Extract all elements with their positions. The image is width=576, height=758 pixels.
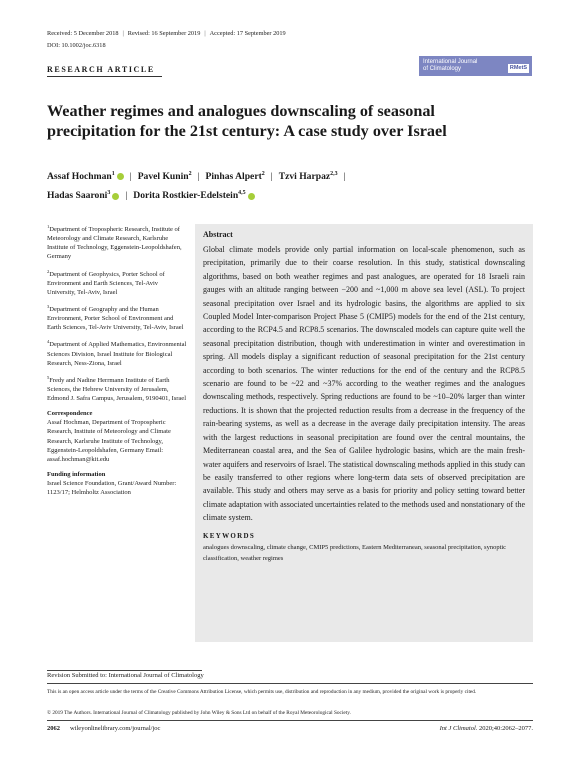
copyright-text: © 2019 The Authors. International Journal of Climatology published by John Wiley & Sons Ltd on behalf of the Royal Meteorological Society. (47, 710, 351, 716)
keywords-text: analogues downscaling, climate change, CMIP5 predictions, Eastern Mediterranean, seasonal precipitation, synoptic classification, weather regimes (203, 543, 507, 562)
history-separator: | (204, 30, 206, 37)
abstract-text: Global climate models provide only partial information on local-scale phenomenon, such as precipitation, primarily due to their coarse resolution. In this study, statistical downscaling algorithms, based on both weather regimes and past analogues, are operated for 18 Israeli rain gauges with an altitude ranging between −200 and ~1,000 m above sea level (ASL). To project seasonal precipitation over Israel and its hydrologic basins, the algorithms are applied to six Coupled Model Inter-comparison Project Phase 5 (CMIP5) models for the end of the 21st century, according to the RCP4.5 and RCP8.5 scenarios. The downscaled models can capture quite well the seasonal precipitation distribution, though with underestimation in winter and overestimation in spring. All models display a significant reduction of seasonal precipitation for the 21st century according to both scenarios. The winter reductions for the end of the century and the RCP8.5 scenario are found to be ~22 and ~37% according to the weather regimes and the analogues downscaling methods, respectively. Spring reductions are found to be ~10–20% larger than winter reductions. It is shown that the projected reduction results from a decrease in the frequency of the rain-bearing systems, as well as a decrease in the average daily precipitation intensity. The areas with the largest reductions in seasonal precipitation are found over the central mountains, the Mediterranean coastal area, and the Sea of Galilee hydrologic basins, which are the main fresh-water aquifers and reservoirs of Israel. The statistical downscaling methods applied in this study can be easily transferred to other regions where long-term data sets of observed precipitation are available. This study and others may serve as a basis for priority and policy setting toward better climate adaptation with associated uncertainties related to the methods used and nonstationary of the climate system. (203, 245, 525, 523)
license-rule (47, 683, 533, 684)
affiliation: $^4$Department of Applied Mathematics, Environmental Sciences Division, Israel Institute for Biological Research, Ness-Ziona, Israel (47, 339, 187, 367)
abstract-box (195, 224, 533, 642)
affiliation: $^1$Department of Tropospheric Research, Institute of Meteorology and Climate Research, Karlsruhe Institute of Technology, Eggenstein-Leopoldshafen, Germany (47, 224, 182, 261)
journal-badge-line1: International Journal (423, 59, 478, 65)
journal-website-link[interactable]: wileyonlinelibrary.com/journal/joc (70, 725, 161, 732)
article-type: RESEARCH ARTICLE (47, 65, 155, 74)
license-text: This is an open access article under the terms of the Creative Commons Attribution License, which permits use, distribution and reproduction in any medium, provided the original work is properly cited. (47, 689, 477, 695)
author-separator: | (197, 171, 200, 183)
doi[interactable]: DOI: 10.1002/joc.6318 (47, 42, 106, 49)
author[interactable]: Tzvi Harpaz$^{2,3}$ (278, 171, 338, 183)
keywords-heading: KEYWORDS (203, 531, 256, 540)
history-separator: | (122, 30, 124, 37)
affiliations-column (47, 222, 187, 502)
rmets-logo: RMetS (509, 65, 527, 71)
footer-rule (47, 720, 533, 721)
title-line-2: precipitation for the 21st century: A case study over Israel (47, 122, 447, 140)
journal-badge-line2: of Climatology (423, 66, 462, 72)
article-type-rule (47, 76, 162, 77)
author-separator: | (343, 171, 346, 183)
author[interactable]: Pinhas Alpert$^2$ (205, 171, 265, 183)
correspondence-text: Assaf Hochman, Department of Tropospheric Research, Institute of Meteorology and Climate Research, Karlsruhe Institute of Technology, Eggenstein-Leopoldshafen, Germany Email: assaf.hochman@kit.edu (47, 419, 171, 463)
article-history (47, 30, 286, 37)
affiliation: $^3$Department of Geography and the Human Environment, Porter School of Environment and Earth Sciences, Tel-Aviv University, Tel-Aviv, Israel (47, 303, 184, 332)
author-list (47, 166, 527, 204)
author-separator: | (129, 171, 132, 183)
revised-date: Revised: 16 September 2019 (127, 30, 201, 37)
author[interactable]: Dorita Rostkier-Edelstein$^{4,5}$ (133, 190, 254, 201)
funding-heading: Funding information (47, 470, 106, 478)
page-number: 2062 (47, 725, 60, 732)
abstract-heading: Abstract (203, 230, 233, 239)
orcid-icon[interactable] (117, 173, 124, 180)
journal-citation: Int J Climatol. 2020;40:2062–2077. (439, 725, 533, 732)
accepted-date: Accepted: 17 September 2019 (209, 30, 286, 37)
author-separator: | (125, 190, 128, 202)
received-date: Received: 5 December 2018 (47, 30, 119, 37)
funding-text: Israel Science Foundation, Grant/Award Number: 1123/17; Helmholtz Association (47, 479, 177, 497)
revision-note: Revision Submitted to: International Journal of Climatology (47, 672, 204, 679)
author[interactable]: Pavel Kunin$^2$ (137, 171, 192, 183)
journal-badge[interactable] (419, 56, 532, 76)
correspondence-heading: Correspondence (47, 410, 93, 418)
affiliation: $^2$Department of Geophysics, Porter School of Environment and Earth Sciences, Tel-Aviv University, Tel-Aviv, Israel (47, 268, 165, 296)
article-title (47, 101, 537, 141)
title-line-1: Weather regimes and analogues downscaling of seasonal (47, 102, 435, 120)
author-separator: | (270, 171, 273, 183)
orcid-icon[interactable] (112, 193, 119, 200)
author[interactable]: Assaf Hochman$^1$ (47, 171, 124, 182)
orcid-icon[interactable] (248, 193, 255, 200)
affiliation: $^5$Fredy and Nadine Herrmann Institute of Earth Sciences, the Hebrew University of Jerusalem, Edmond J. Safra Campus, Jerusalem, 9190401, Israel (47, 374, 187, 403)
author[interactable]: Hadas Saaroni$^3$ (47, 190, 119, 201)
revision-rule (47, 670, 202, 671)
